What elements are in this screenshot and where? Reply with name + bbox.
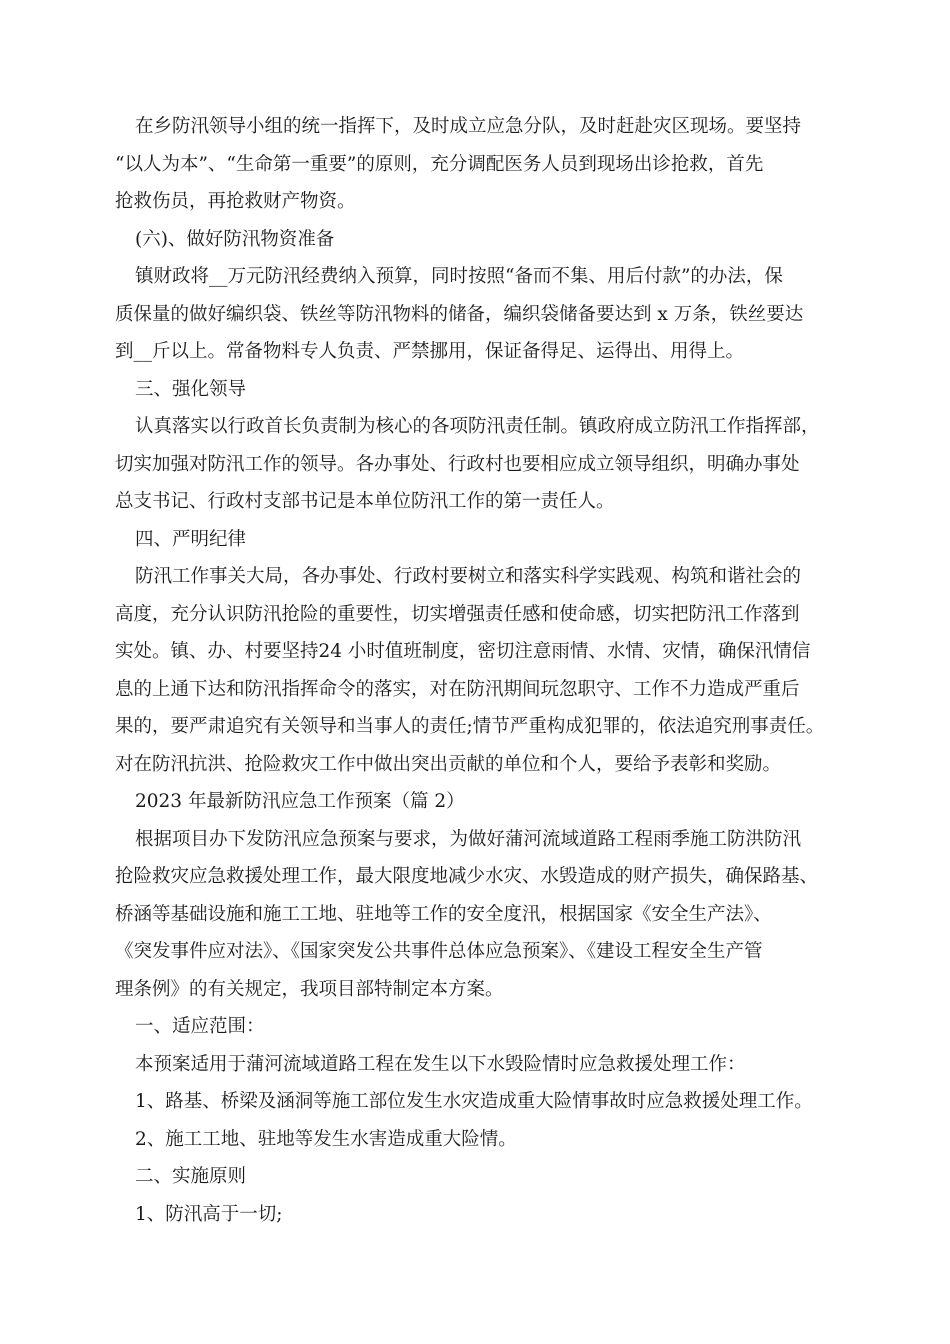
- section-heading: [115, 371, 855, 409]
- text-line: 息的上通下达和防汛指挥命令的落实，对在防汛期间玩忽职守、工作不力造成严重后: [115, 678, 800, 700]
- text-line: 抢救伤员，再抢救财产物资。: [115, 191, 356, 212]
- body-paragraph: [115, 408, 855, 521]
- body-paragraph: [115, 108, 855, 221]
- text-line: 高度，充分认识防汛抢险的重要性，切实增强责任感和使命感，切实把防汛工作落到: [115, 603, 800, 625]
- body-paragraph: [115, 1083, 855, 1121]
- body-paragraph: [115, 1046, 855, 1084]
- text-line: 质保量的做好编织袋、铁丝等防汛物料的储备，编织袋储备要达到 x 万条，铁丝要达: [115, 303, 804, 325]
- text-line: 总支书记、行政村支部书记是本单位防汛工作的第一责任人。: [115, 491, 615, 512]
- text-line: 一、适应范围：: [135, 1016, 265, 1037]
- text-line: 防汛工作事关大局，各办事处、行政村要树立和落实科学实践观、构筑和谐社会的: [135, 566, 802, 587]
- text-line: 《突发事件应对法》、《国家突发公共事件总体应急预案》、《建设工程安全生产管: [115, 941, 763, 962]
- body-paragraph: [115, 1121, 855, 1159]
- section-heading: [115, 783, 855, 821]
- body-paragraph: [115, 821, 855, 1009]
- text-line: 切实加强对防汛工作的领导。各办事处、行政村也要相应成立领导组织，明确办事处: [115, 453, 800, 475]
- text-line: 1、防汛高于一切;: [135, 1203, 283, 1225]
- section-heading: [115, 521, 855, 559]
- text-line: 理条例》的有关规定，我项目部特制定本方案。: [115, 978, 504, 1000]
- text-line: 认真落实以行政首长负责制为核心的各项防汛责任制。镇政府成立防汛工作指挥部，: [135, 416, 820, 437]
- text-line: 镇财政将__万元防汛经费纳入预算，同时按照“备而不集、用后付款”的办法，保: [135, 266, 783, 287]
- text-line: (六)、做好防汛物资准备: [135, 228, 335, 250]
- text-line: 1、路基、桥梁及涵洞等施工部位发生水灾造成重大险情事故时应急救援处理工作。: [135, 1091, 813, 1112]
- text-line: 2、施工工地、驻地等发生水害造成重大险情。: [135, 1128, 517, 1150]
- text-line: 2023 年最新防汛应急工作预案（篇 2）: [135, 791, 465, 812]
- text-line: 二、实施原则: [135, 1166, 247, 1187]
- body-paragraph: [115, 258, 855, 371]
- text-line: 四、严明纪律: [135, 528, 247, 550]
- body-paragraph: [115, 1196, 855, 1234]
- body-paragraph: [115, 558, 855, 783]
- text-line: 三、强化领导: [135, 378, 247, 400]
- section-heading: [115, 1158, 855, 1196]
- text-line: 到__斤以上。常备物料专人负责、严禁挪用，保证备得足、运得出、用得上。: [115, 341, 745, 362]
- section-heading: [115, 221, 855, 259]
- text-line: 根据项目办下发防汛应急预案与要求，为做好蒲河流域道路工程雨季施工防洪防汛: [135, 828, 802, 850]
- text-line: 本预案适用于蒲河流域道路工程在发生以下水毁险情时应急救援处理工作：: [135, 1053, 746, 1075]
- section-heading: [115, 1008, 855, 1046]
- text-line: 在乡防汛领导小组的统一指挥下，及时成立应急分队，及时赶赴灾区现场。要坚持: [135, 116, 802, 137]
- text-line: 果的，要严肃追究有关领导和当事人的责任;情节严重构成犯罪的，依法追究刑事责任。: [115, 716, 825, 737]
- document-page: [115, 108, 855, 1233]
- text-line: 抢险救灾应急救援处理工作，最大限度地减少水灾、水毁造成的财产损失，确保路基、: [115, 866, 819, 887]
- text-line: 实处。镇、办、村要坚持24 小时值班制度，密切注意雨情、水情、灾情，确保汛情信: [115, 641, 811, 662]
- text-line: “以人为本”、“生命第一重要”的原则，充分调配医务人员到现场出诊抢救，首先: [115, 153, 764, 175]
- text-line: 桥涵等基础设施和施工工地、驻地等工作的安全度汛，根据国家《安全生产法》、: [115, 903, 772, 925]
- text-line: 对在防汛抗洪、抢险救灾工作中做出突出贡献的单位和个人，要给予表彰和奖励。: [115, 753, 782, 775]
